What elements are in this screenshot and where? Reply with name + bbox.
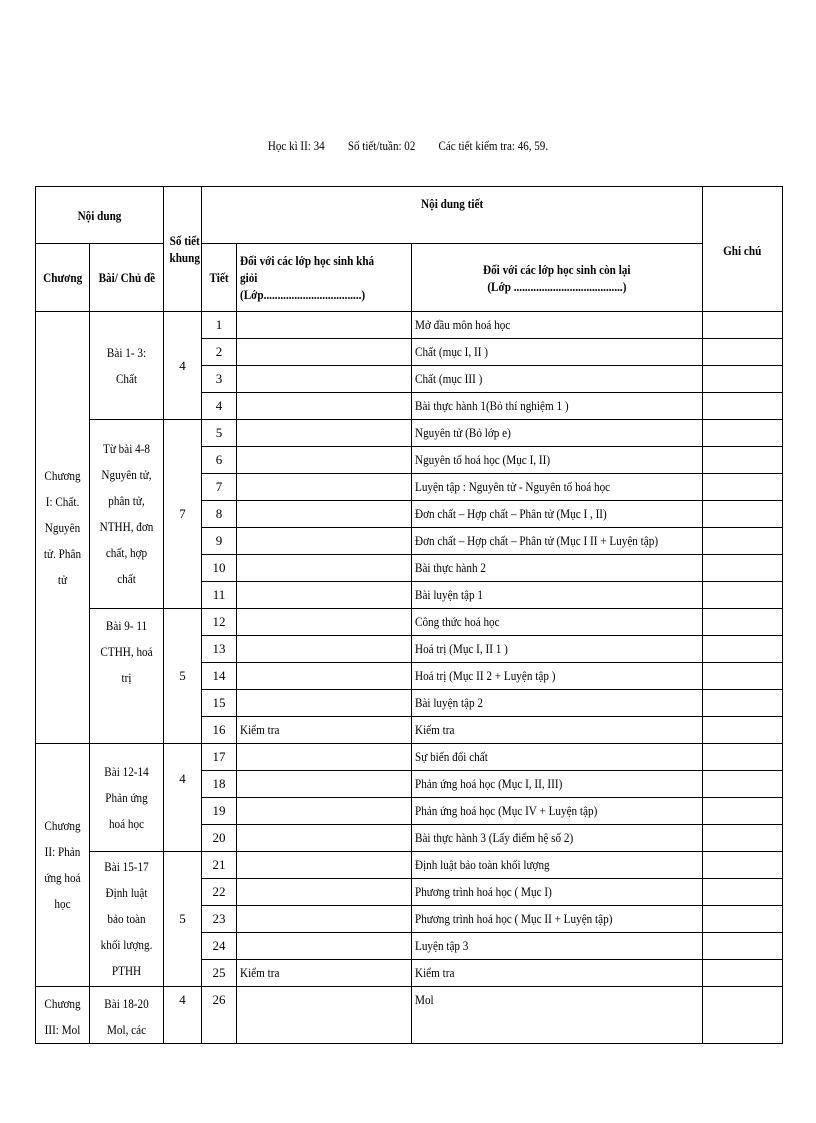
advanced-content: Kiểm tra <box>237 960 412 987</box>
notes-cell <box>703 474 783 501</box>
period-number: 1 <box>202 312 237 339</box>
notes-cell <box>703 717 783 744</box>
period-number: 16 <box>202 717 237 744</box>
notes-cell <box>703 852 783 879</box>
lesson-cell: Bài 18-20 Mol, các <box>90 987 164 1044</box>
period-header: Tiết <box>202 244 237 312</box>
advanced-content <box>237 312 412 339</box>
period-number: 17 <box>202 744 237 771</box>
advanced-content <box>237 609 412 636</box>
period-number: 4 <box>202 393 237 420</box>
period-number: 5 <box>202 420 237 447</box>
advanced-content <box>237 825 412 852</box>
advanced-content <box>237 987 412 1044</box>
notes-cell <box>703 690 783 717</box>
advanced-content <box>237 501 412 528</box>
advanced-content <box>237 393 412 420</box>
document-header <box>61 138 755 154</box>
period-number: 25 <box>202 960 237 987</box>
notes-cell <box>703 744 783 771</box>
advanced-content <box>237 474 412 501</box>
lesson-cell: Bài 1- 3: Chất <box>90 312 164 420</box>
lesson-cell: Bài 9- 11 CTHH, hoá trị <box>90 609 164 744</box>
other-content: Mol <box>412 987 703 1044</box>
test-periods-info: Các tiết kiểm tra: 46, 59. <box>438 138 549 153</box>
other-content: Bài thực hành 2 <box>412 555 703 582</box>
period-number: 3 <box>202 366 237 393</box>
period-number: 13 <box>202 636 237 663</box>
other-content: Kiểm tra <box>412 960 703 987</box>
other-content: Chất (mục I, II ) <box>412 339 703 366</box>
notes-cell <box>703 339 783 366</box>
advanced-content <box>237 744 412 771</box>
notes-cell <box>703 987 783 1044</box>
notes-header: Ghi chú <box>703 187 783 312</box>
advanced-content: Kiểm tra <box>237 717 412 744</box>
other-content: Nguyên tố hoá học (Mục I, II) <box>412 447 703 474</box>
other-content: Đơn chất – Hợp chất – Phân tử (Mục I , II) <box>412 501 703 528</box>
other-content: Kiểm tra <box>412 717 703 744</box>
chapter-cell: Chương II: Phản ứng hoá học <box>36 744 90 987</box>
notes-cell <box>703 582 783 609</box>
period-number: 19 <box>202 798 237 825</box>
notes-cell <box>703 501 783 528</box>
notes-cell <box>703 366 783 393</box>
other-content: Luyện tập : Nguyên tử - Nguyên tố hoá học <box>412 474 703 501</box>
advanced-content <box>237 555 412 582</box>
notes-cell <box>703 636 783 663</box>
other-content: Phản ứng hoá học (Mục I, II, III) <box>412 771 703 798</box>
other-content: Phương trình hoá học ( Mục II + Luyện tập) <box>412 906 703 933</box>
lesson-cell: Bài 15-17 Định luật bảo toàn khối lượng. PTHH <box>90 852 164 987</box>
other-content: Bài thực hành 3 (Lấy điểm hệ số 2) <box>412 825 703 852</box>
notes-cell <box>703 555 783 582</box>
notes-cell <box>703 393 783 420</box>
content-header: Nội dung <box>36 187 164 244</box>
notes-cell <box>703 879 783 906</box>
period-number: 18 <box>202 771 237 798</box>
period-number: 12 <box>202 609 237 636</box>
period-number: 26 <box>202 987 237 1044</box>
notes-cell <box>703 528 783 555</box>
periods-per-week-info: Số tiết/tuần: 02 <box>347 138 416 153</box>
other-content: Hoá trị (Mục II 2 + Luyện tập ) <box>412 663 703 690</box>
period-content-header: Nội dung tiết <box>202 187 703 244</box>
frame-periods-cell: 4 <box>164 312 202 420</box>
frame-periods-cell: 5 <box>164 852 202 987</box>
period-number: 11 <box>202 582 237 609</box>
other-content: Chất (mục III ) <box>412 366 703 393</box>
advanced-content <box>237 366 412 393</box>
notes-cell <box>703 312 783 339</box>
notes-cell <box>703 663 783 690</box>
advanced-content <box>237 798 412 825</box>
period-number: 23 <box>202 906 237 933</box>
period-number: 14 <box>202 663 237 690</box>
advanced-content <box>237 771 412 798</box>
period-number: 9 <box>202 528 237 555</box>
other-content: Nguyên tử (Bỏ lớp e) <box>412 420 703 447</box>
other-content: Bài luyện tập 1 <box>412 582 703 609</box>
other-content: Bài thực hành 1(Bỏ thí nghiệm 1 ) <box>412 393 703 420</box>
advanced-classes-header: Đối với các lớp học sinh khá giỏi (Lớp...................................) <box>237 244 412 312</box>
advanced-content <box>237 906 412 933</box>
advanced-content <box>237 663 412 690</box>
advanced-content <box>237 528 412 555</box>
other-classes-header: Đối với các lớp học sinh còn lại (Lớp .......................................) <box>412 244 703 312</box>
advanced-content <box>237 447 412 474</box>
frame-periods-cell: 4 <box>164 744 202 852</box>
period-number: 10 <box>202 555 237 582</box>
period-number: 22 <box>202 879 237 906</box>
frame-periods-header: Số tiết khung <box>164 187 202 312</box>
period-number: 15 <box>202 690 237 717</box>
frame-periods-cell: 7 <box>164 420 202 609</box>
chapter-cell: Chương III: Mol <box>36 987 90 1044</box>
advanced-content <box>237 933 412 960</box>
period-number: 20 <box>202 825 237 852</box>
semester-info: Học kì II: 34 <box>267 138 325 153</box>
notes-cell <box>703 771 783 798</box>
period-number: 2 <box>202 339 237 366</box>
other-content: Phản ứng hoá học (Mục IV + Luyện tập) <box>412 798 703 825</box>
advanced-content <box>237 582 412 609</box>
other-content: Phương trình hoá học ( Mục I) <box>412 879 703 906</box>
period-number: 21 <box>202 852 237 879</box>
lesson-cell: Bài 12-14 Phản ứng hoá học <box>90 744 164 852</box>
notes-cell <box>703 798 783 825</box>
notes-cell <box>703 447 783 474</box>
curriculum-table <box>35 186 783 1044</box>
other-content: Công thức hoá học <box>412 609 703 636</box>
lesson-header: Bài/ Chủ đề <box>90 244 164 312</box>
advanced-content <box>237 339 412 366</box>
notes-cell <box>703 960 783 987</box>
advanced-content <box>237 852 412 879</box>
other-content: Định luật bảo toàn khối lượng <box>412 852 703 879</box>
other-content: Hoá trị (Mục I, II 1 ) <box>412 636 703 663</box>
notes-cell <box>703 906 783 933</box>
advanced-content <box>237 690 412 717</box>
advanced-content <box>237 420 412 447</box>
period-number: 6 <box>202 447 237 474</box>
notes-cell <box>703 933 783 960</box>
other-content: Đơn chất – Hợp chất – Phân tử (Mục I II + Luyện tập) <box>412 528 703 555</box>
notes-cell <box>703 609 783 636</box>
frame-periods-cell: 5 <box>164 609 202 744</box>
chapter-cell: Chương I: Chất. Nguyên tử. Phân tử <box>36 312 90 744</box>
advanced-content <box>237 879 412 906</box>
other-content: Bài luyện tập 2 <box>412 690 703 717</box>
lesson-cell: Từ bài 4-8 Nguyên tử, phân tử, NTHH, đơn chất, hợp chất <box>90 420 164 609</box>
frame-periods-cell: 4 <box>164 987 202 1044</box>
advanced-content <box>237 636 412 663</box>
chapter-header: Chương <box>36 244 90 312</box>
period-number: 24 <box>202 933 237 960</box>
notes-cell <box>703 420 783 447</box>
period-number: 7 <box>202 474 237 501</box>
notes-cell <box>703 825 783 852</box>
period-number: 8 <box>202 501 237 528</box>
other-content: Luyện tập 3 <box>412 933 703 960</box>
other-content: Sự biến đổi chất <box>412 744 703 771</box>
other-content: Mở đầu môn hoá học <box>412 312 703 339</box>
